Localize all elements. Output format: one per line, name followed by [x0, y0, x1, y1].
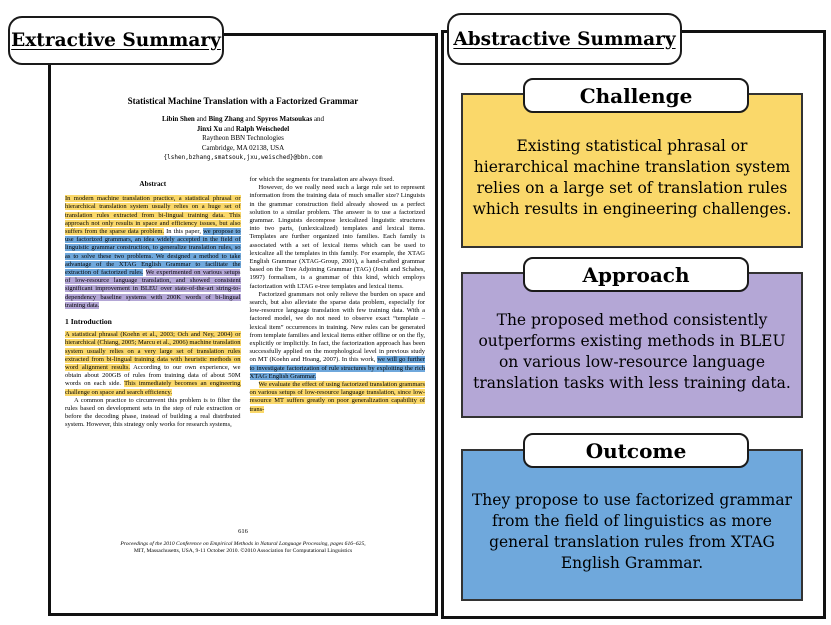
outcome-text: They propose to use factorized grammar from the field of linguistics as more general translation rules from XTAG English Grammar.: [471, 491, 793, 572]
challenge-title: Challenge: [579, 83, 693, 108]
extractive-panel: [48, 33, 438, 616]
paper-email: {lshen,bzhang,smatsouk,jxu,weisched}@bbn.com: [163, 154, 323, 161]
summary-box-outcome: [461, 449, 803, 601]
paper-footer: [51, 541, 435, 555]
extractive-summary-label-text: Extractive Summary: [11, 30, 221, 51]
outcome-title: Outcome: [585, 438, 687, 463]
summary-box-approach: [461, 272, 803, 418]
paper-right-column: [250, 176, 426, 518]
outcome-tab: [523, 433, 749, 468]
challenge-tab: [523, 78, 749, 113]
factorized-benefits-paragraph: Factorized grammars not only relieve the burden on space and search, but also alleviate the sparse data problem, especially for low-resource language translation with few training data. With a factored model, we do not need to observe exact “template – lexical item” occurrences in training. New rules can be generated from template families and lexical items either offline or on the fly, explicitly or implicitly. In fact, the factorization approach has been successfully applied on the morphological level in previous study on MT (Koehn and Hoang, 2007). In this work, we will go further to investigate factorization of rule structures by exploiting the rich XTAG English Grammar.: [249, 290, 425, 380]
paper-title: Statistical Machine Translation with a Factorized Grammar: [127, 96, 359, 106]
paper-columns: [65, 176, 425, 518]
approach-tab: [523, 257, 749, 292]
approach-title: Approach: [582, 262, 690, 287]
abstractive-panel: [441, 30, 826, 619]
footer-line-1: Proceedings of the 2010 Conference on Empirical Methods in Natural Language Processing, pages 616–625,: [120, 541, 366, 547]
evaluation-paragraph: We evaluate the effect of using factorized translation grammars on various setups of low-resource language translation, since low-resource MT suffers greatly on poor generalization capability of trans-: [249, 381, 425, 413]
approach-text: The proposed method consistently outperforms existing methods in BLEU on various low-resource language translation tasks with less training data.: [473, 311, 791, 392]
paper-left-column: [65, 176, 241, 518]
intro-paragraph-2: A common practice to circumvent this problem is to filter the rules based on development sets in the step of rule extraction or before the decoding phase, instead of building a real distributed system. However, this strategy only works for research systems,: [65, 396, 241, 429]
paper-authors: [51, 115, 435, 153]
intro-paragraph-1: A statistical phrasal (Koehn et al., 2003; Och and Ney, 2004) or hierarchical (Chiang, 2005; Marcu et al., 2006) machine translation system usually relies on a very large set of translation rules extracted from bi-lingual training data with heuristic methods on word alignment results. According to our own experience, we obtain about 200GB of rules from training data of about 50M words on each side. This immediately becomes an engineering challenge on space and search efficiency.: [65, 331, 241, 396]
continuation-paragraph: for which the segments for translation are always fixed.: [249, 176, 395, 183]
abstract-text: In modern machine translation practice, a statistical phrasal or hierarchical translation system usually relies on a huge set of translation rules extracted from bi-lingual training data. This approach not only results in space and efficiency issues, but also suffers from the sparse data problem. In this paper, we propose to use factorized grammars, an idea widely accepted in the field of linguistic grammar construction, to generalize translation rules, so as to solve these two problems. We designed a method to take advantage of the XTAG English Grammar to facilitate the extraction of factorized rules. We experimented on various setups of low-resource language translation, and showed consistent significant improvement in BLEU over state-of-the-art string-to-dependency baseline systems with 200K words of bi-lingual training data.: [65, 195, 241, 309]
paper-location: Cambridge, MA 02138, USA: [201, 143, 285, 152]
factorized-grammar-paragraph: However, do we really need such a large rule set to represent information from the training data of much smaller size? Linguists in the grammar construction field already showed us a perfect solution to a similar problem. The answer is to use a factorized grammar. Linguists decompose lexicalized linguistic structures into two parts, (unlexicalized) templates and lexical items. Templates are further organized into families. Each family is associated with a set of lexical items which can be used to lexicalize all the templates in this family. For example, the XTAG English Grammar (XTAG-Group, 2001), a hand-crafted grammar based on the Tree Adjoining Grammar (TAG) (Joshi and Schabes, 1997) formalism, is a grammar of this kind, which employs factorization with LTAG e-tree templates and lexical items.: [249, 184, 425, 290]
abstract-heading: Abstract: [139, 180, 167, 188]
paper-authors-line-2: Jinxi Xu and Ralph Weischedel: [196, 124, 290, 133]
paper-affiliation: Raytheon BBN Technologies: [202, 134, 284, 142]
footer-line-2: MIT, Massachusetts, USA, 9-11 October 2010. ©2010 Association for Computational Linguistics: [133, 548, 353, 554]
page-number: 616: [238, 528, 248, 535]
abstractive-summary-label-text: Abstractive Summary: [453, 28, 676, 50]
summary-box-challenge: [461, 93, 803, 248]
extractive-summary-label: [8, 16, 224, 65]
paper-authors-line-1: Libin Shen and Bing Zhang and Spyros Matsoukas and: [161, 115, 325, 123]
abstractive-summary-label: [447, 13, 682, 65]
introduction-heading: 1 Introduction: [65, 317, 112, 327]
challenge-text: Existing statistical phrasal or hierarchical machine translation system relies on a large set of translation rules which results in engineering challenges.: [472, 136, 792, 218]
